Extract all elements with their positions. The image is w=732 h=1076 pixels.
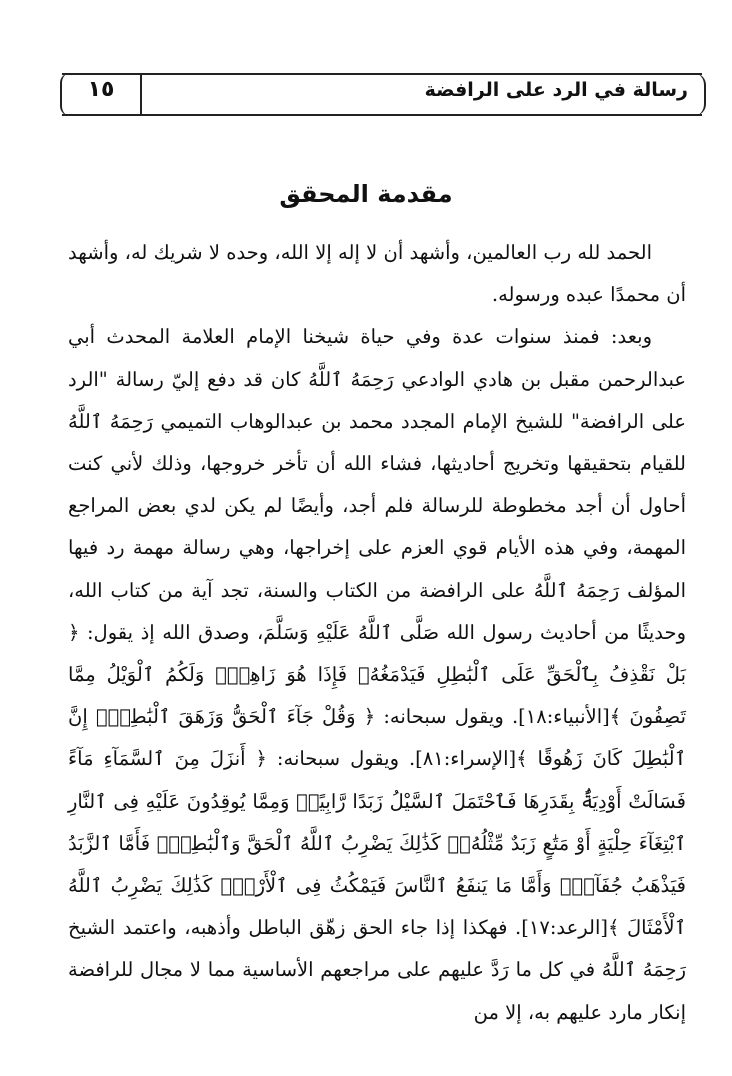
body-text (68, 232, 686, 1034)
header-divider (140, 73, 142, 116)
paragraph: وبعد: فمنذ سنوات عدة وفي حياة شيخنا الإمام العلامة المحدث أبي عبدالرحمن مقبل بن هادي الوادعي رَحِمَهُ ٱللَّهُ كان قد دفع إليّ رسالة "الرد على الرافضة" للشيخ الإمام المجدد محمد بن عبدالوهاب التميمي رَحِمَهُ ٱللَّهُ للقيام بتحقيقها وتخريج أحاديثها، فشاء الله أن تأخر خروجها، وذلك لأني كنت أحاول أن أجد مخطوطة للرسالة فلم أجد، وأيضًا لم يكن لدي بعض المراجع المهمة، وفي هذه الأيام قوي العزم على إخراجها، وهي رسالة مهمة رد فيها المؤلف رَحِمَهُ ٱللَّهُ على الرافضة من الكتاب والسنة، تجد آية من كتاب الله، وحديثًا من أحاديث رسول الله صَلَّى ٱللَّهُ عَلَيْهِ وَسَلَّمَ، وصدق الله إذ يقول: ﴿ بَلْ نَقْذِفُ بِٱلْحَقِّ عَلَى ٱلْبَٰطِلِ فَيَدْمَغُهُۥ فَإِذَا هُوَ زَاهِقٌۚ وَلَكُمُ ٱلْوَيْلُ مِمَّا تَصِفُونَ ﴾[الأنبياء:١٨]. ويقول سبحانه: ﴿ وَقُلْ جَآءَ ٱلْحَقُّ وَزَهَقَ ٱلْبَٰطِلُۚ إِنَّ ٱلْبَٰطِلَ كَانَ زَهُوقًا ﴾[الإسراء:٨١]. ويقول سبحانه: ﴿ أَنزَلَ مِنَ ٱلسَّمَآءِ مَآءً فَسَالَتْ أَوْدِيَةٌۢ بِقَدَرِهَا فَٱحْتَمَلَ ٱلسَّيْلُ زَبَدًا رَّابِيًاۚ وَمِمَّا يُوقِدُونَ عَلَيْهِ فِى ٱلنَّارِ ٱبْتِغَآءَ حِلْيَةٍ أَوْ مَتَٰعٍ زَبَدٌ مِّثْلُهُۥۚ كَذَٰلِكَ يَضْرِبُ ٱللَّهُ ٱلْحَقَّ وَٱلْبَٰطِلَۚ فَأَمَّا ٱلزَّبَدُ فَيَذْهَبُ جُفَآءًۖ وَأَمَّا مَا يَنفَعُ ٱلنَّاسَ فَيَمْكُثُ فِى ٱلْأَرْضِۚ كَذَٰلِكَ يَضْرِبُ ٱللَّهُ ٱلْأَمْثَالَ ﴾[الرعد:١٧]. فهكذا إذا جاء الحق زهّق الباطل وأذهبه، واعتمد الشيخ رَحِمَهُ ٱللَّهُ في كل ما رَدَّ عليهم على مراجعهم الأساسية مما لا مجال للرافضة إنكار مارد عليهم به، إلا من (68, 325, 687, 1024)
header-top-rule (62, 73, 702, 75)
page-number: ١٥ (87, 77, 115, 102)
header-bottom-rule (62, 114, 702, 116)
header-right-ornament (692, 73, 706, 116)
page-header (62, 73, 702, 118)
section-title: مقدمة المحقق (279, 180, 453, 208)
paragraph: الحمد لله رب العالمين، وأشهد أن لا إله إلا الله، وحده لا شريك له، وأشهد أن محمدًا عبده ورسوله. (68, 241, 686, 307)
header-left-ornament (60, 73, 72, 116)
running-title: رسالة في الرد على الرافضة (424, 79, 688, 101)
